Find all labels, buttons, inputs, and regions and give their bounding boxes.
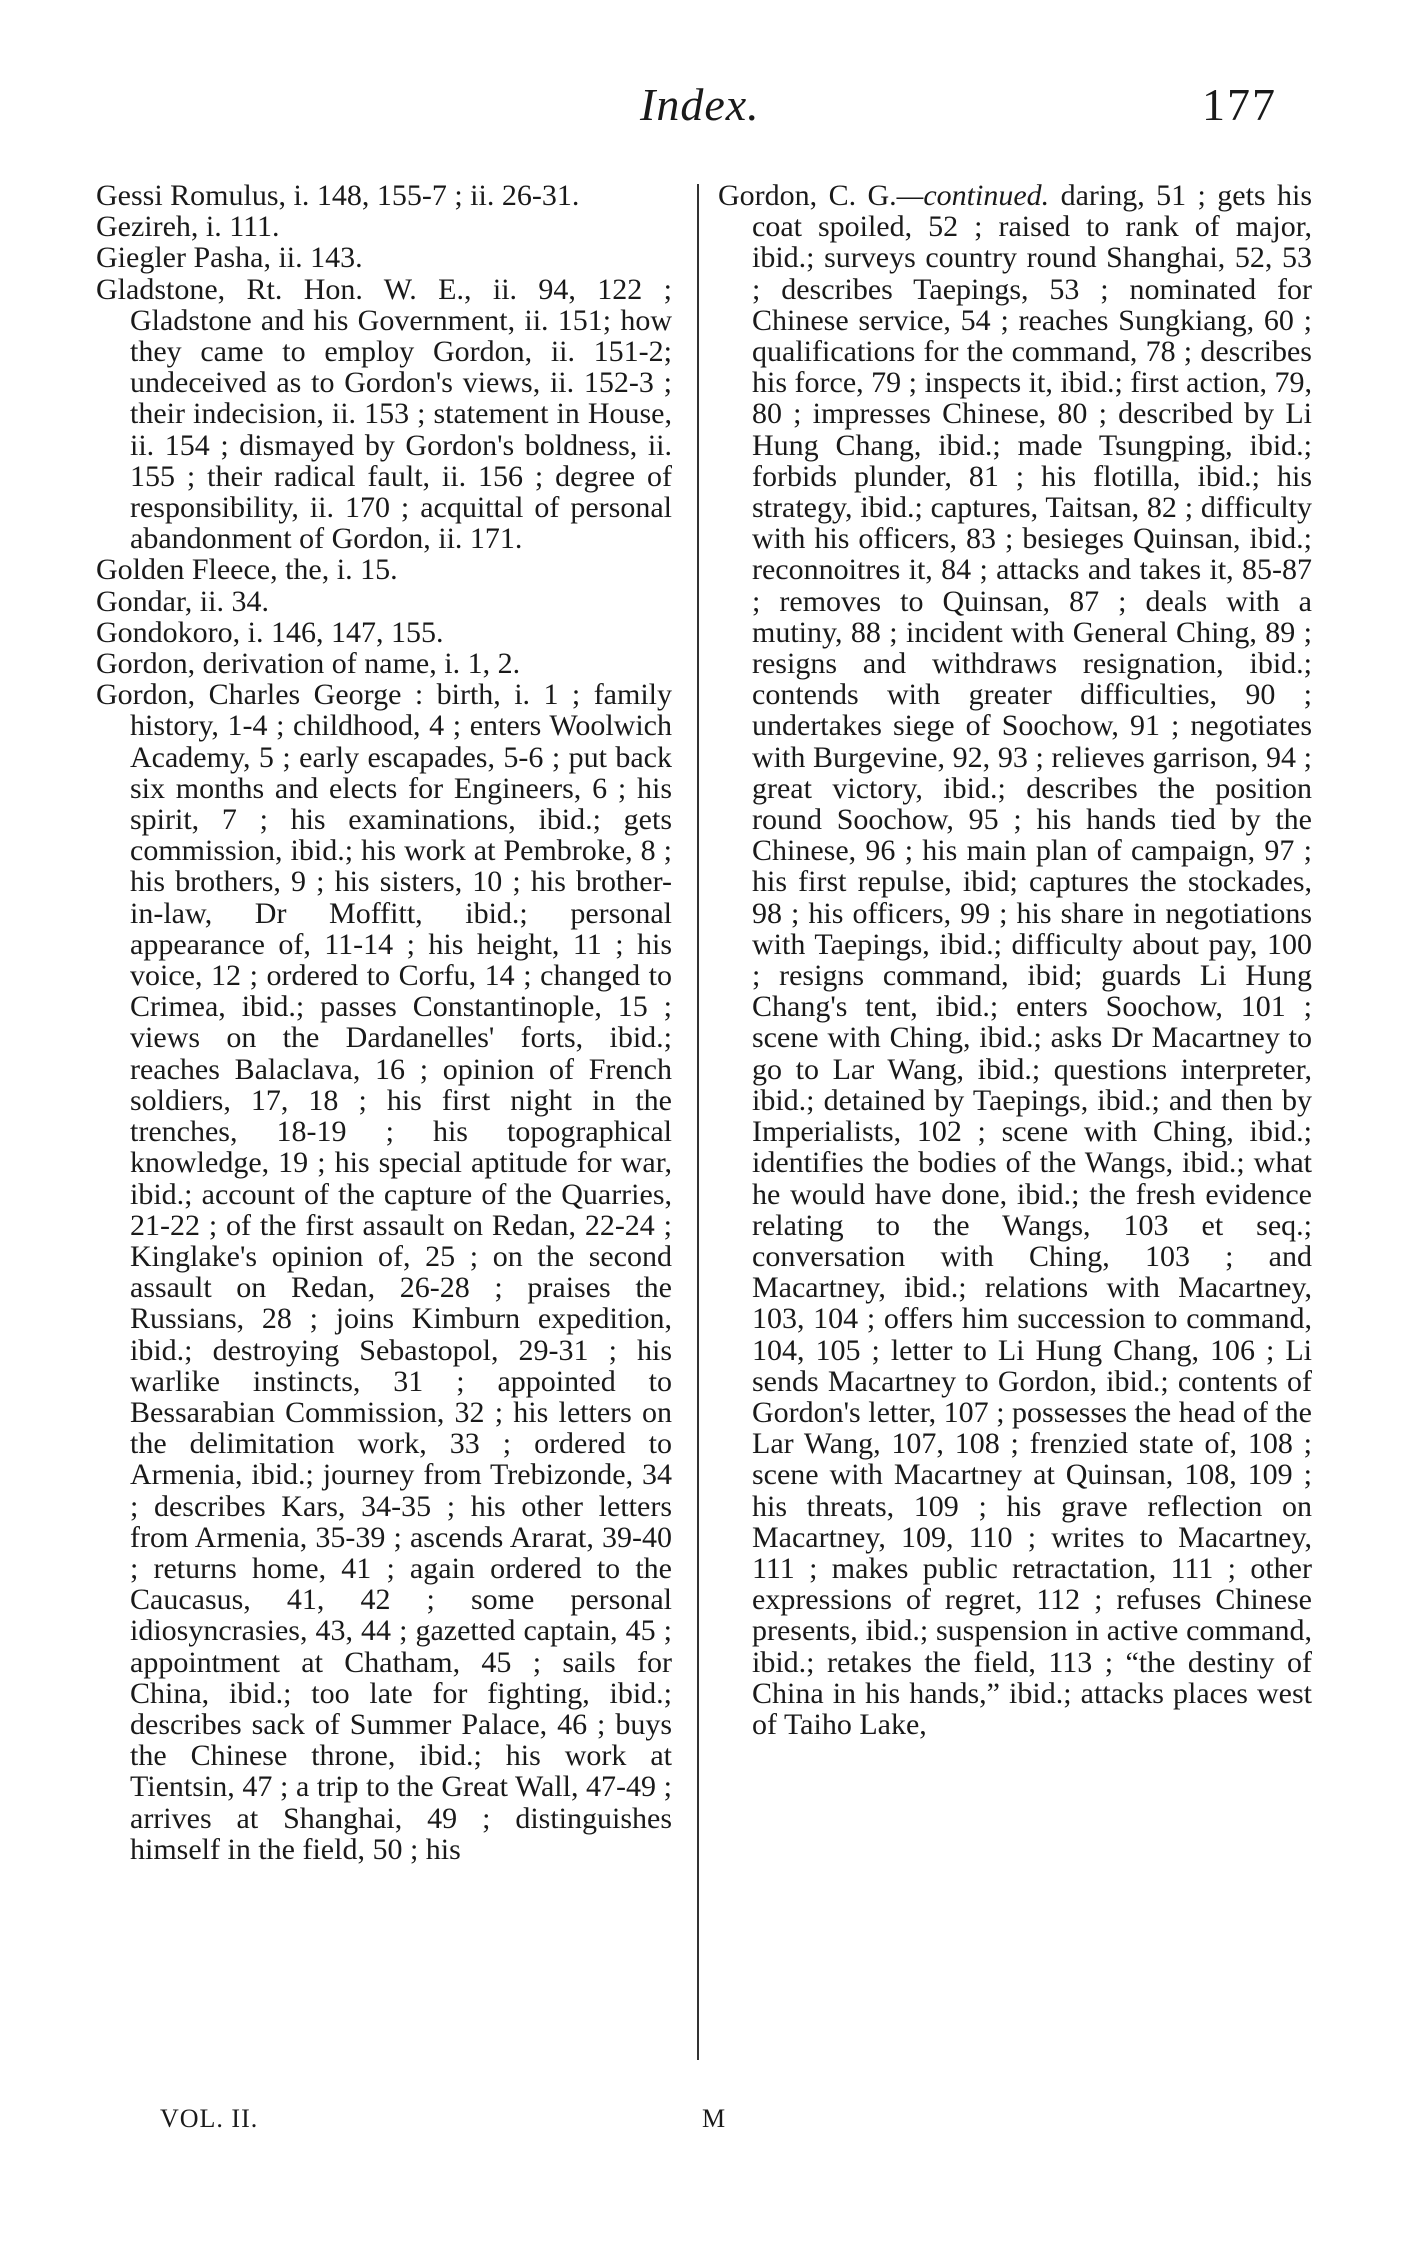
index-entry: Gondar, ii. 34. [96,584,269,618]
column-divider [697,184,699,2060]
left-column [96,180,672,1865]
index-entry: Gondokoro, i. 146, 147, 155. [96,615,444,649]
index-entry: Golden Fleece, the, i. 15. [96,553,398,587]
index-entry: Gladstone, Rt. Hon. W. E., ii. 94, 122 ; Gladstone and his Government, ii. 151; how they came to employ Gordon, ii. 151-2; undeceived as to Gordon's views, ii. 152-3 ; their indecision, ii. 153 ; statement in House, ii. 154 ; dismayed by Gordon's boldness, ii. 155 ; their radical fault, ii. 156 ; degree of responsibility, ii. 170 ; acquittal of personal abandonment of Gordon, ii. 171. [96,272,672,556]
index-entry: Gordon, Charles George : birth, i. 1 ; family history, 1-4 ; childhood, 4 ; enters Woolwich Academy, 5 ; early escapades, 5-6 ; put back six months and elects for Engineers, 6 ; his spirit, 7 ; his examinations, ibid.; gets commission, ibid.; his work at Pembroke, 8 ; his brothers, 9 ; his sisters, 10 ; his brother-in-law, Dr Moffitt, ibid.; personal appearance of, 11-14 ; his height, 11 ; his voice, 12 ; ordered to Corfu, 14 ; changed to Crimea, ibid.; passes Constantinople, 15 ; views on the Dardanelles' forts, ibid.; reaches Balaclava, 16 ; opinion of French soldiers, 17, 18 ; his first night in the trenches, 18-19 ; his topographical knowledge, 19 ; his special aptitude for war, ibid.; account of the capture of the Quarries, 21-22 ; of the first assault on Redan, 22-24 ; Kinglake's opinion of, 25 ; on the second assault on Redan, 26-28 ; praises the Russians, 28 ; joins Kimburn expedition, ibid.; destroying Sebastopol, 29-31 ; his warlike instincts, 31 ; appointed to Bessarabian Commission, 32 ; his letters on the delimitation work, 33 ; ordered to Armenia, ibid.; journey from Trebizonde, 34 ; describes Kars, 34-35 ; his other letters from Armenia, 35-39 ; ascends Ararat, 39-40 ; returns home, 41 ; again ordered to the Caucasus, 41, 42 ; some personal idiosyncrasies, 43, 44 ; gazetted captain, 45 ; appointment at Chatham, 45 ; sails for China, ibid.; too late for fighting, ibid.; describes sack of Summer Palace, 46 ; buys the Chinese throne, ibid.; his work at Tientsin, 47 ; a trip to the Great Wall, 47-49 ; arrives at Shanghai, 49 ; distinguishes himself in the field, 50 ; his [96,678,672,1866]
continuation-heading: Gordon, C. G. [718,179,897,212]
continuation-text: daring, 51 ; gets his coat spoiled, 52 ; raised to rank of major, ibid.; surveys country round Shanghai, 52, 53 ; describes Taepings, 53 ; nominated for Chinese service, 54 ; reaches Sungkiang, 60 ; qualifications for the command, 78 ; describes his force, 79 ; inspects it, ibid.; first action, 79, 80 ; impresses Chinese, 80 ; described by Li Hung Chang, ibid.; made Tsungping, ibid.; forbids plunder, 81 ; his flotilla, ibid.; his strategy, ibid.; captures, Taitsan, 82 ; difficulty with his officers, 83 ; besieges Quinsan, ibid.; reconnoitres it, 84 ; attacks and takes it, 85-87 ; removes to Quinsan, 87 ; deals with a mutiny, 88 ; incident with General Ching, 89 ; resigns and withdraws resignation, ibid.; contends with greater difficulties, 90 ; undertakes siege of Soochow, 91 ; negotiates with Burgevine, 92, 93 ; relieves garrison, 94 ; great victory, ibid.; describes the position round Soochow, 95 ; his hands tied by the Chinese, 96 ; his main plan of campaign, 97 ; his first repulse, ibid; captures the stockades, 98 ; his officers, 99 ; his share in negotiations with Taepings, ibid.; difficulty about pay, 100 ; resigns command, ibid; guards Li Hung Chang's tent, ibid.; enters Soochow, 101 ; scene with Ching, ibid.; asks Dr Macartney to go to Lar Wang, ibid.; questions interpreter, ibid.; detained by Taepings, ibid.; and then by Imperialists, 102 ; scene with Ching, ibid.; identifies the bodies of the Wangs, ibid.; what he would have done, ibid.; the fresh evidence relating to the Wangs, 103 et seq.; conversation with Ching, 103 ; and Macartney, ibid.; relations with Macartney, 103, 104 ; offers him succession to command, 104, 105 ; letter to Li Hung Chang, 106 ; Li sends Macartney to Gordon, ibid.; contents of Gordon's letter, 107 ; possesses the head of the Lar Wang, 107, 108 ; frenzied state of, 108 ; scene with Macartney at Quinsan, 108, 109 ; his threats, 109 ; his grave reflection on Macartney, 109, 110 ; writes to Macartney, 111 ; makes public retractation, 111 ; other expressions of regret, 112 ; refuses Chinese presents, ibid.; suspension in active command, ibid.; retakes the field, 113 ; “the destiny of China in his hands,” ibid.; attacks places west of Taiho Lake, [752,179,1313,1741]
index-entry: Gezireh, i. 111. [96,210,280,244]
page-title: Index. [640,79,760,130]
continuation-entry [718,180,1312,1740]
continuation-label: —continued. [896,179,1050,212]
index-entry: Giegler Pasha, ii. 143. [96,241,363,275]
signature-mark: M [702,2104,726,2133]
index-entry: Gessi Romulus, i. 148, 155-7 ; ii. 26-31. [96,179,580,212]
volume-label: VOL. II. [160,2104,259,2133]
right-column [718,180,1312,1740]
page-number: 177 [1202,79,1277,130]
index-entry: Gordon, derivation of name, i. 1, 2. [96,647,521,681]
